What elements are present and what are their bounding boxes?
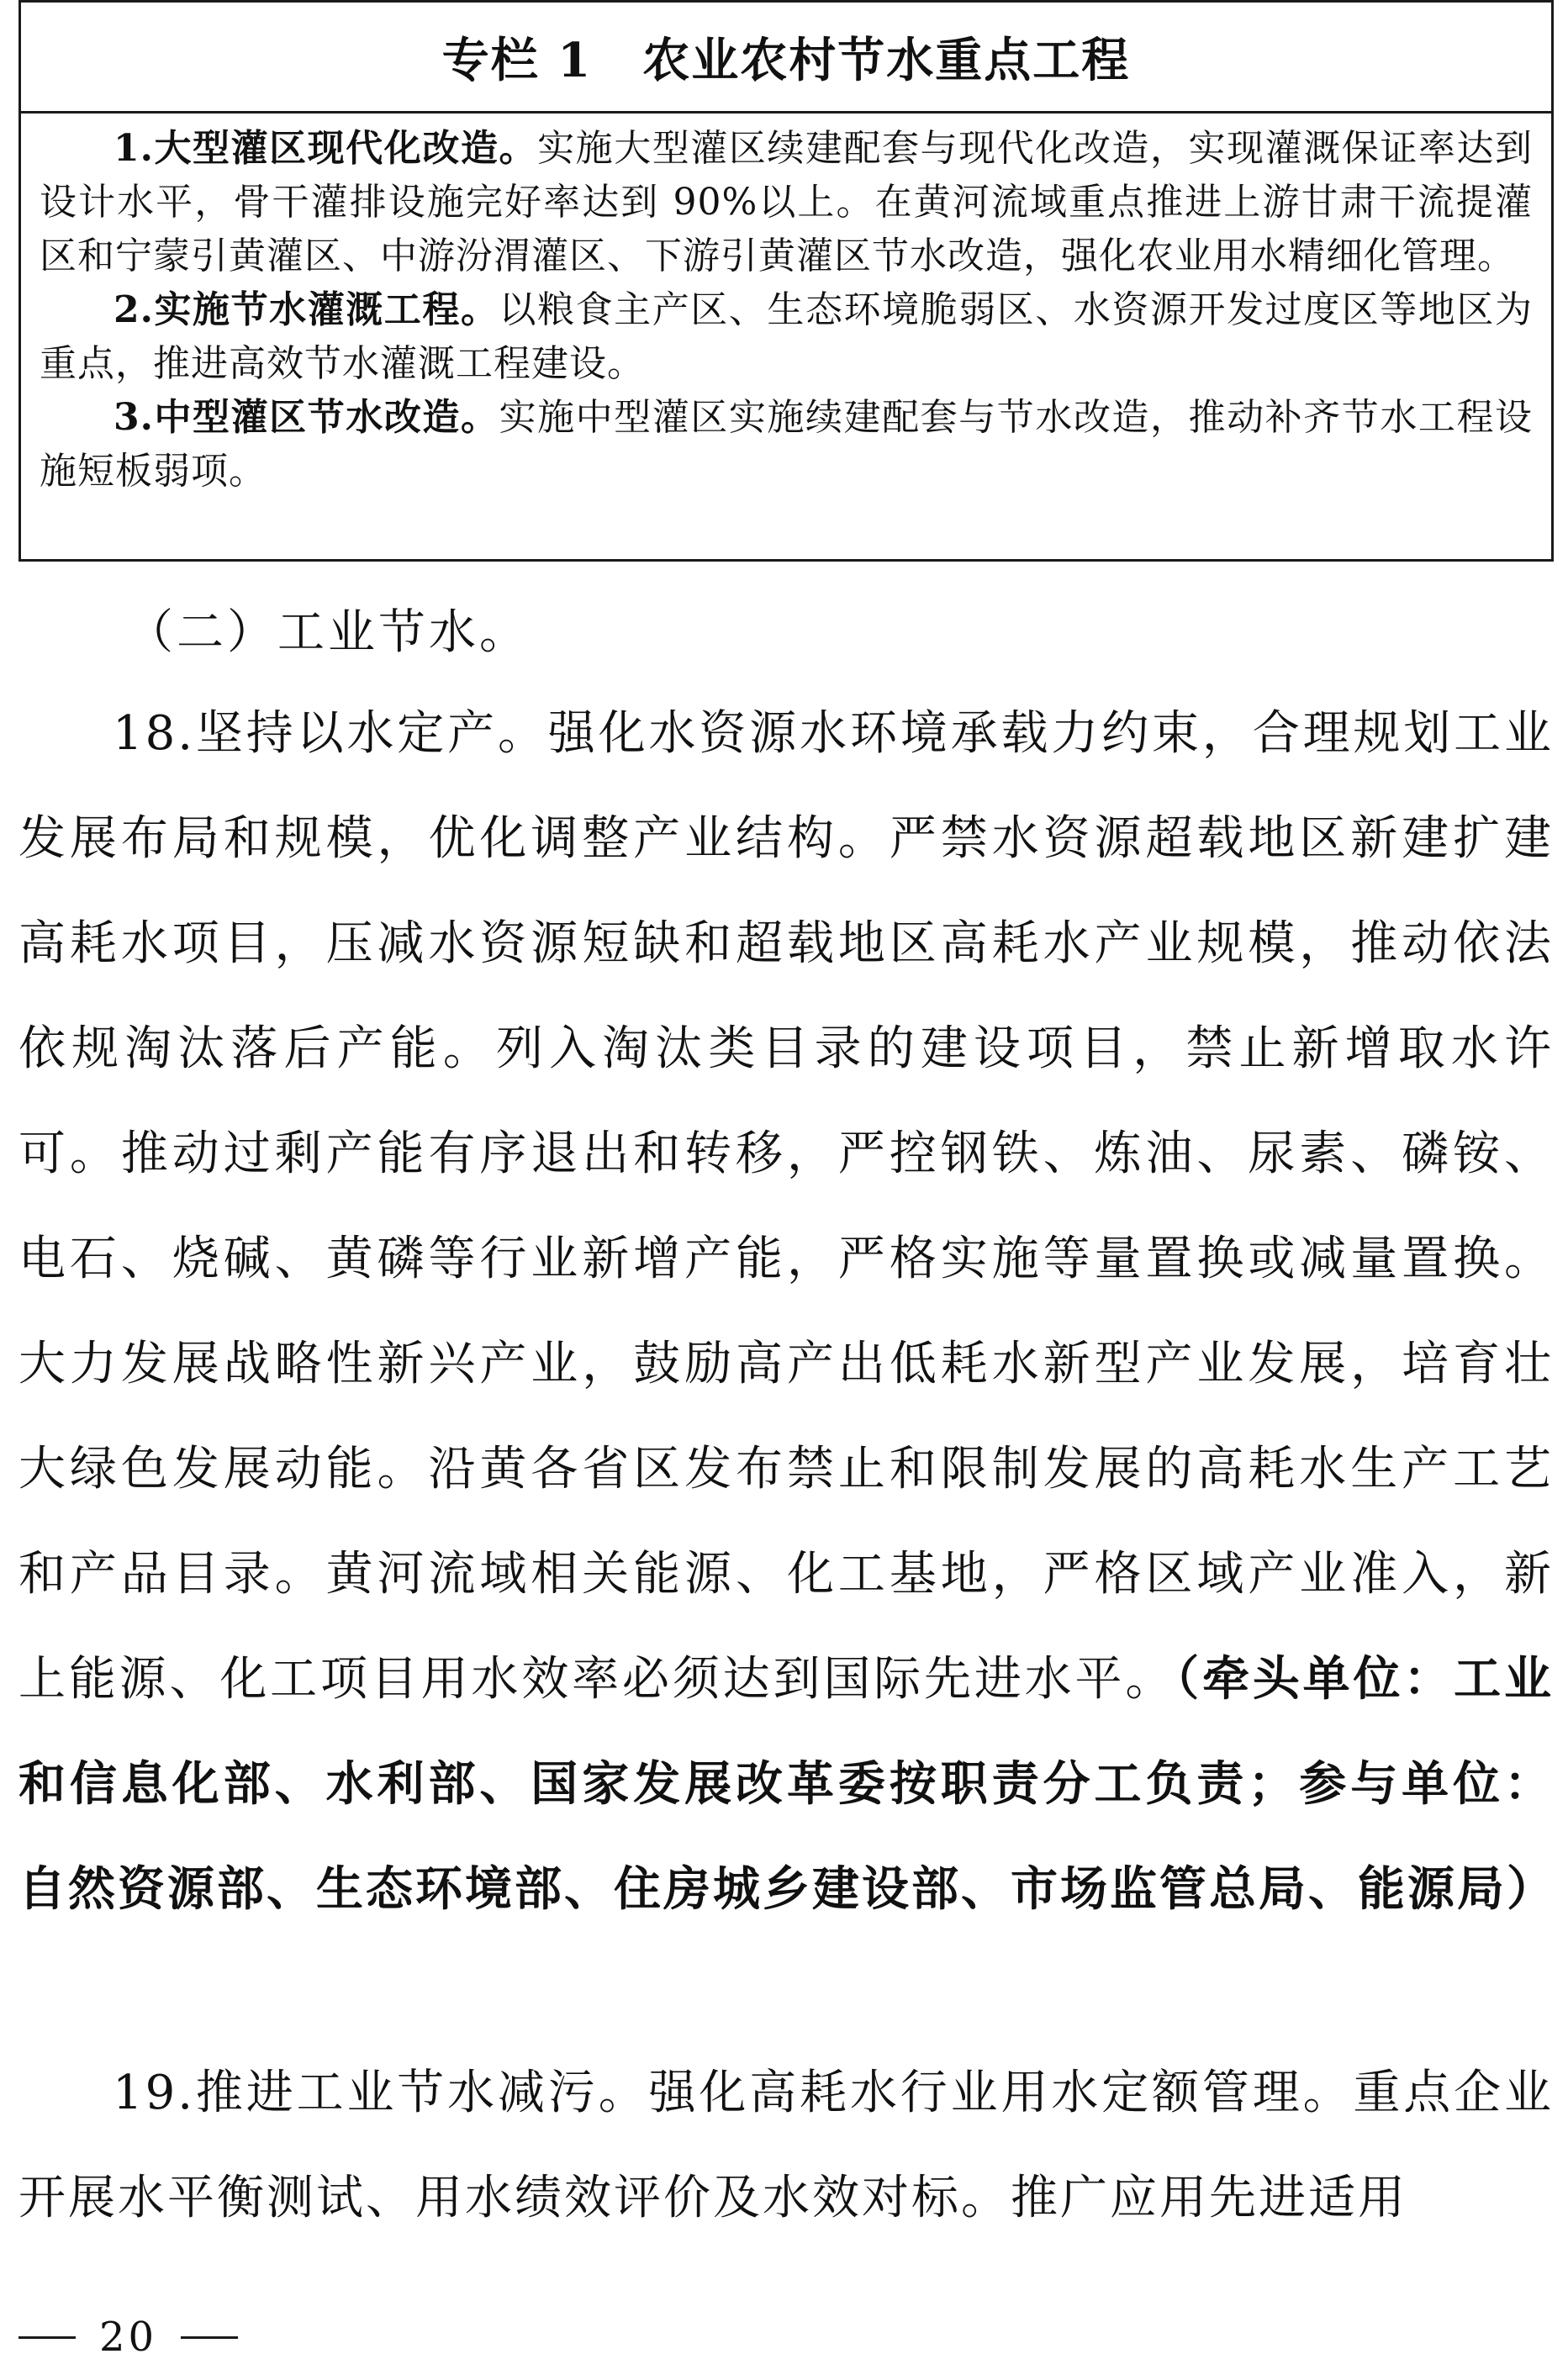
- item-text: 实施大型灌区续建配套与现代化改造，实现灌溉保证率达到设计水平，骨干灌排设施完好率达到 90%以上。在黄河流域重点推进上游甘肃干流提灌区和宁蒙引黄灌区、中游汾渭灌区、下游引黄灌区节水改造，强化农业用水精细化管理。: [40, 127, 1534, 277]
- column-box-item: [40, 391, 1533, 499]
- item-lead: 1.大型灌区现代化改造。: [114, 127, 538, 170]
- paragraph: [18, 681, 1554, 1942]
- page-number-value: 20: [99, 2314, 158, 2361]
- item-text: 实施中型灌区实施续建配套与节水改造，推动补齐节水工程设施短板弱项。: [40, 396, 1534, 493]
- paragraph: [18, 2040, 1554, 2251]
- column-box-item: [40, 283, 1533, 391]
- page-number-dash-right: [181, 2336, 238, 2339]
- paragraph-text: 强化高耗水行业用水定额管理。重点企业开展水平衡测试、用水绩效评价及水效对标。推广应用先进适用: [18, 2066, 1555, 2225]
- paragraph-lead: 18.坚持以水定产。: [113, 706, 548, 761]
- paragraph-19: [18, 2040, 1554, 2251]
- item-text: 以粮食主产区、生态环境脆弱区、水资源开发过度区等地区为重点，推进高效节水灌溉工程建设。: [40, 288, 1534, 385]
- item-lead: 3.中型灌区节水改造。: [114, 396, 499, 439]
- paragraph-lead: 19.推进工业节水减污。: [113, 2066, 649, 2120]
- paragraph-text: 强化水资源水环境承载力约束，合理规划工业发展布局和规模，优化调整产业结构。严禁水资源超载地区新建扩建高耗水项目，压减水资源短缺和超载地区高耗水产业规模，推动依法依规淘汰落后产能。列入淘汰类目录的建设项目，禁止新增取水许可。推动过剩产能有序退出和转移，严控钢铁、炼油、尿素、磷铵、电石、烧碱、黄磷等行业新增产能，严格实施等量置换或减量置换。大力发展战略性新兴产业，鼓励高产出低耗水新型产业发展，培育壮大绿色发展动能。沿黄各省区发布禁止和限制发展的高耗水生产工艺和产品目录。黄河流域相关能源、化工基地，严格区域产业准入，新上能源、化工项目用水效率必须达到国际先进水平。: [18, 706, 1555, 1707]
- section-heading: （二）工业节水。: [126, 605, 530, 660]
- responsibility-note: （牵头单位：工业和信息化部、水利部、国家发展改革委按职责分工负责；参与单位：自然资源部、生态环境部、住房城乡建设部、市场监管总局、能源局）: [18, 1651, 1556, 1917]
- column-box-item: [40, 122, 1533, 283]
- column-box-label: 专栏 1: [441, 32, 593, 88]
- column-box-title: [21, 3, 1551, 113]
- page-number-dash-left: [18, 2336, 76, 2339]
- page-number: [18, 2314, 238, 2361]
- column-box: [18, 0, 1554, 562]
- paragraph-18: [18, 681, 1554, 1942]
- column-box-heading: 农业农村节水重点工程: [642, 32, 1131, 88]
- item-lead: 2.实施节水灌溉工程。: [114, 288, 499, 331]
- column-box-body: [21, 113, 1551, 499]
